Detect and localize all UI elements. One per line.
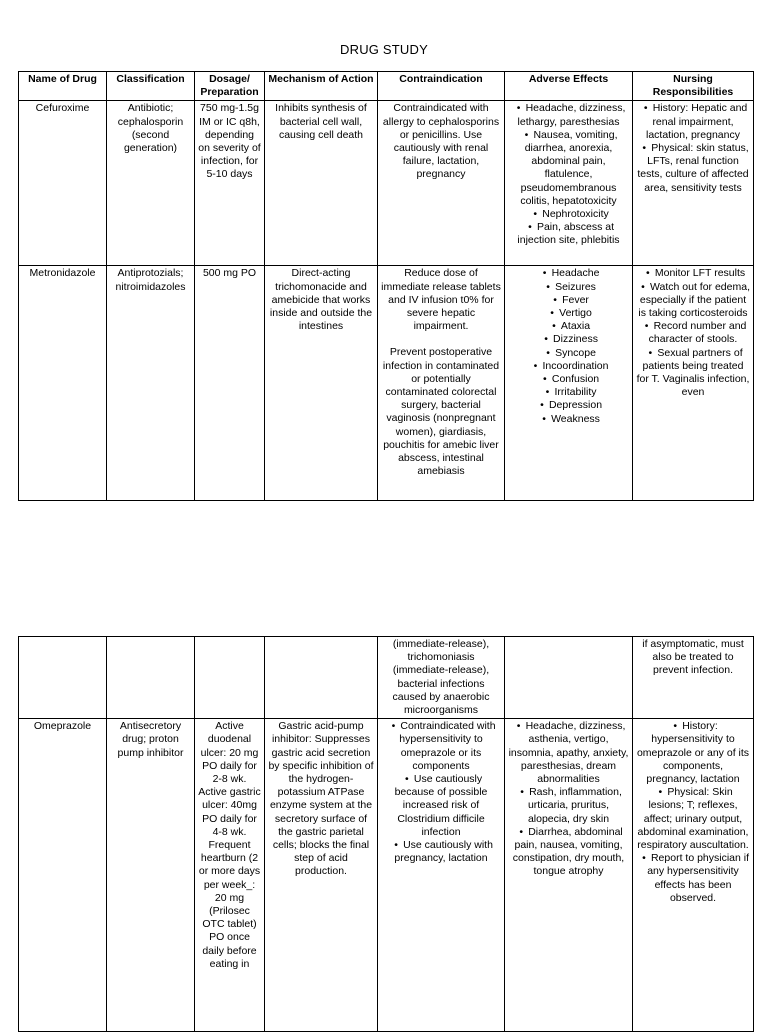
drug-table-page-1 [18,71,754,501]
drug-nursing: if asymptomatic, must also be treated to prevent infection. [633,637,754,719]
drug-name: Cefuroxime [19,101,107,266]
list-item: • Fever [508,294,629,307]
header-mechanism: Mechanism of Action [265,72,378,101]
drug-name: Metronidazole [19,266,107,501]
bullet-icon: • [641,280,645,293]
drug-nursing [633,101,754,266]
table-row-cefuroxime [19,101,754,266]
drug-mechanism: Gastric acid-pump inhibitor: Suppresses gastric acid secretion by specific inhibition of the hydrogen-potassium ATPase enzyme system at the secretory surface of the gastric parietal cells; blocks the final step of acid production. [265,719,378,1032]
drug-classification: Antiprotozials; nitroimidazoles [107,266,195,501]
drug-mechanism: Inhibits synthesis of bacterial cell wall, causing cell death [265,101,378,266]
drug-contraindication: Contraindicated with allergy to cephalosporins or penicillins. Use cautiously with renal failure, lactation, pregnancy [378,101,505,266]
list-item: • Sexual partners of patients being treated for T. Vaginalis infection, even [636,346,750,399]
bullet-icon: • [524,128,529,141]
bullet-icon: • [391,720,396,733]
bullet-icon: • [646,267,650,280]
header-nursing: Nursing Responsibilities [633,72,754,101]
list-item: • History: Hepatic and renal impairment, lactation, pregnancy [636,102,750,142]
bullet-icon: • [643,102,648,115]
bullet-icon: • [553,293,557,306]
bullet-icon: • [394,839,398,852]
table-row-omeprazole [19,719,754,1032]
drug-contraindication [378,266,505,501]
list-item: • Weakness [508,413,629,426]
page-title: DRUG STUDY [340,42,428,57]
bullet-icon: • [519,825,524,838]
bullet-icon: • [542,267,547,280]
contraindication-para-2: Prevent postoperative infection in contaminated or potentially contaminated colorectal surgery, bacterial vaginosis (nonpregnant women), giardiasis, pouchitis for amebic liver abscess, intestinal amebiasis [382,346,500,478]
bullet-icon: • [642,852,646,865]
drug-adverse-effects [505,719,633,1032]
table-header-row [19,72,754,101]
list-item: • Ataxia [508,320,629,333]
table-cell [107,637,195,719]
list-item: • Report to physician if any hypersensitivity effects has been observed. [636,852,750,905]
list-item: • Diarrhea, abdominal pain, nausea, vomiting, constipation, dry mouth, tongue atrophy [512,825,625,878]
bullet-icon: • [405,773,409,786]
list-item: • Depression [508,399,629,412]
drug-classification: Antisecretory drug; proton pump inhibitor [107,719,195,1032]
header-classification: Classification [107,72,195,101]
list-item: • Nephrotoxicity [508,208,629,221]
drug-nursing [633,266,754,501]
bullet-icon: • [552,320,556,333]
table-cell [505,637,633,719]
list-item: • Watch out for edema, especially if the patient is taking corticosteroids [636,281,750,321]
list-item: • Seizures [508,281,629,294]
bullet-icon: • [546,280,550,293]
bullet-icon: • [642,142,647,155]
drug-adverse-effects [505,266,633,501]
bullet-icon: • [540,399,544,412]
list-item: • Physical: skin status, LFTs, renal function tests, culture of affected area, sensitivity tests [637,142,749,194]
bullet-icon: • [520,786,524,799]
drug-contraindication: (immediate-release), trichomoniasis (immediate-release), bacterial infections caused by anaerobic microorganisms [378,637,505,719]
list-item: • Headache, dizziness, asthenia, vertigo, insomnia, apathy, anxiety, paresthesias, dream abnormalities [508,720,629,786]
bullet-icon: • [658,786,663,799]
bullet-icon: • [516,102,521,115]
list-item: • Confusion [508,373,629,386]
table-row-metronidazole [19,266,754,501]
drug-mechanism: Direct-acting trichomonacide and amebicide that works inside and outside the intestines [265,266,378,501]
list-item: • Dizziness [508,333,629,346]
list-item: • Headache [508,267,629,280]
header-name: Name of Drug [19,72,107,101]
drug-dosage: 500 mg PO [195,266,265,501]
bullet-icon: • [542,412,546,425]
drug-name: Omeprazole [19,719,107,1032]
bullet-icon: • [544,333,548,346]
bullet-icon: • [528,221,532,234]
table-cell [265,637,378,719]
bullet-icon: • [673,720,678,733]
list-item: • Pain, abscess at injection site, phlebitis [517,221,620,247]
bullet-icon: • [550,307,554,320]
list-item: • Physical: Skin lesions; T; reflexes, affect; urinary output, abdominal examination, respiratory auscultation. [637,786,749,852]
drug-nursing [633,719,754,1032]
header-contraindication: Contraindication [378,72,505,101]
list-item: • Contraindicated with hypersensitivity to omeprazole or its components [381,720,501,773]
list-item: • Syncope [508,347,629,360]
bullet-icon: • [644,320,649,333]
drug-contraindication [378,719,505,1032]
list-item: • Use cautiously because of possible increased risk of Clostridium difficile infection [394,773,488,838]
bullet-icon: • [545,386,550,399]
bullet-icon: • [516,720,521,733]
bullet-icon: • [543,373,547,386]
list-item: • Use cautiously with pregnancy, lactation [381,839,501,865]
header-adverse: Adverse Effects [505,72,633,101]
table-cell [195,637,265,719]
list-item: • Nausea, vomiting, diarrhea, anorexia, abdominal pain, flatulence, pseudomembranous colitis, hepatotoxicity [520,128,618,207]
list-item: • Record number and character of stools. [636,320,750,346]
bullet-icon: • [546,346,550,359]
list-item: • Rash, inflammation, urticaria, pruritus, alopecia, dry skin [508,786,629,826]
list-item: • History: hypersensitivity to omeprazole or any of its components, pregnancy, lactation [636,720,750,786]
bullet-icon: • [533,208,538,221]
header-dosage: Dosage/ Preparation [195,72,265,101]
contraindication-para-1: Reduce dose of immediate release tablets and IV infusion t0% for severe hepatic impairment. [381,267,501,333]
drug-table-page-2 [18,636,754,1032]
list-item: • Vertigo [508,307,629,320]
bullet-icon: • [648,346,653,359]
table-row-metronidazole-continued [19,637,754,719]
drug-dosage: 750 mg-1.5g IM or IC q8h, depending on severity of infection, for 5-10 days [195,101,265,266]
list-item: • Incoordination [508,360,629,373]
list-item: • Irritability [508,386,629,399]
drug-classification: Antibiotic; cephalosporin (second generation) [107,101,195,266]
table-cell [19,637,107,719]
list-item: • Headache, dizziness, lethargy, paresthesias [508,102,629,128]
bullet-icon: • [533,359,538,372]
drug-dosage: Active duodenal ulcer: 20 mg PO daily for 2-8 wk. Active gastric ulcer: 40mg PO daily for 4-8 wk. Frequent heartburn (2 or more days per week_: 20 mg (Prilosec OTC tablet) PO once daily before eating in [195,719,265,1032]
list-item: • Monitor LFT results [636,267,750,280]
drug-adverse-effects [505,101,633,266]
